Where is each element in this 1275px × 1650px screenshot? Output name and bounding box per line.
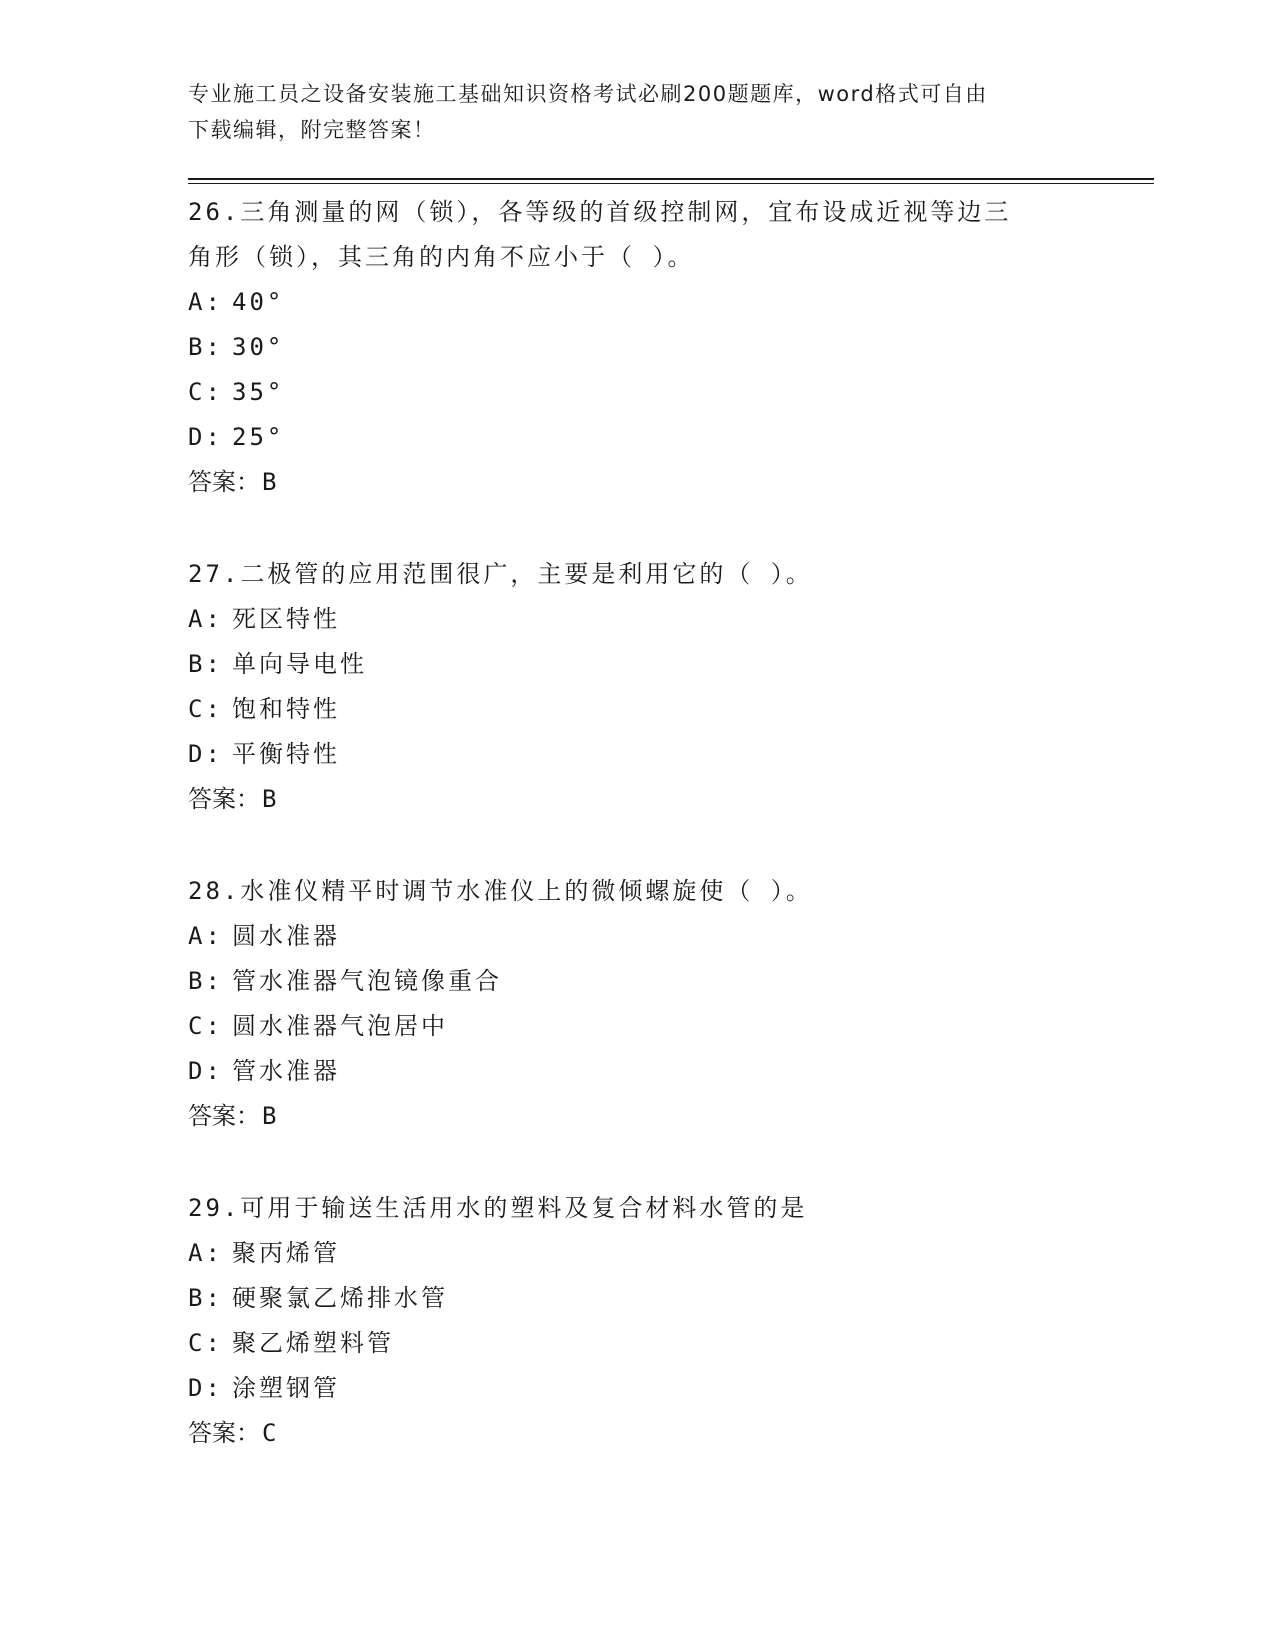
header-line-2: 下载编辑，附完整答案！ xyxy=(188,118,436,142)
option-text: 死区特性 xyxy=(232,605,340,633)
option-letter: D: xyxy=(188,1057,223,1085)
question-26 xyxy=(188,190,1088,505)
option-text: 饱和特性 xyxy=(232,695,340,723)
option-c xyxy=(188,1321,1088,1366)
option-letter: D: xyxy=(188,1374,223,1402)
option-letter: B: xyxy=(188,333,223,361)
question-list xyxy=(188,190,1088,1456)
option-letter: B: xyxy=(188,1284,223,1312)
question-stem-line: 28.水准仪精平时调节水准仪上的微倾螺旋使（ ）。 xyxy=(188,877,813,905)
option-letter: C: xyxy=(188,1329,223,1357)
question-stem-line: 29.可用于输送生活用水的塑料及复合材料水管的是 xyxy=(188,1194,808,1222)
option-text: 35° xyxy=(232,378,285,406)
option-text: 涂塑钢管 xyxy=(232,1374,340,1402)
option-text: 聚丙烯管 xyxy=(232,1239,340,1267)
option-text: 聚乙烯塑料管 xyxy=(232,1329,394,1357)
question-28 xyxy=(188,869,1088,1139)
answer-label: 答案： xyxy=(188,1102,260,1130)
option-letter: D: xyxy=(188,740,223,768)
option-a xyxy=(188,1231,1088,1276)
option-d xyxy=(188,1366,1088,1411)
option-b xyxy=(188,959,1088,1004)
option-d xyxy=(188,1049,1088,1094)
answer-line xyxy=(188,1094,1088,1139)
option-d xyxy=(188,732,1088,777)
answer-line xyxy=(188,460,1088,505)
option-text: 单向导电性 xyxy=(232,650,367,678)
question-spacer xyxy=(188,1139,1088,1186)
question-stem-line: 27.二极管的应用范围很广，主要是利用它的（ ）。 xyxy=(188,560,813,588)
option-letter: C: xyxy=(188,695,223,723)
option-letter: A: xyxy=(188,288,223,316)
option-a xyxy=(188,280,1088,325)
option-b xyxy=(188,1276,1088,1321)
answer-label: 答案： xyxy=(188,468,260,496)
option-text: 30° xyxy=(232,333,285,361)
header-divider-thin xyxy=(188,183,1154,184)
option-letter: B: xyxy=(188,967,223,995)
option-letter: A: xyxy=(188,605,223,633)
answer-label: 答案： xyxy=(188,785,260,813)
question-stem-line: 26.三角测量的网（锁），各等级的首级控制网，宜布设成近视等边三 xyxy=(188,198,1012,226)
answer-value: B xyxy=(262,785,277,813)
header-line-1: 专业施工员之设备安装施工基础知识资格考试必刷200题题库，word格式可自由 xyxy=(188,82,988,106)
option-c xyxy=(188,370,1088,415)
answer-value: B xyxy=(262,468,277,496)
option-text: 40° xyxy=(232,288,285,316)
answer-value: B xyxy=(262,1102,277,1130)
header-divider-thick xyxy=(188,178,1154,180)
option-letter: A: xyxy=(188,1239,223,1267)
answer-line xyxy=(188,1411,1088,1456)
option-a xyxy=(188,597,1088,642)
option-text: 平衡特性 xyxy=(232,740,340,768)
option-letter: B: xyxy=(188,650,223,678)
option-letter: D: xyxy=(188,423,223,451)
option-letter: A: xyxy=(188,922,223,950)
option-letter: C: xyxy=(188,1012,223,1040)
question-spacer xyxy=(188,822,1088,869)
answer-label: 答案： xyxy=(188,1419,260,1447)
answer-value: C xyxy=(262,1419,277,1447)
option-d xyxy=(188,415,1088,460)
document-header xyxy=(188,76,1068,148)
question-29 xyxy=(188,1186,1088,1456)
option-c xyxy=(188,687,1088,732)
question-stem-line: 角形（锁），其三角的内角不应小于（ ）。 xyxy=(188,243,695,271)
option-text: 圆水准器 xyxy=(232,922,340,950)
option-letter: C: xyxy=(188,378,223,406)
option-b xyxy=(188,325,1088,370)
option-text: 硬聚氯乙烯排水管 xyxy=(232,1284,448,1312)
option-text: 圆水准器气泡居中 xyxy=(232,1012,448,1040)
option-c xyxy=(188,1004,1088,1049)
option-a xyxy=(188,914,1088,959)
question-spacer xyxy=(188,505,1088,552)
option-text: 25° xyxy=(232,423,285,451)
option-text: 管水准器 xyxy=(232,1057,340,1085)
answer-line xyxy=(188,777,1088,822)
question-27 xyxy=(188,552,1088,822)
option-text: 管水准器气泡镜像重合 xyxy=(232,967,502,995)
option-b xyxy=(188,642,1088,687)
